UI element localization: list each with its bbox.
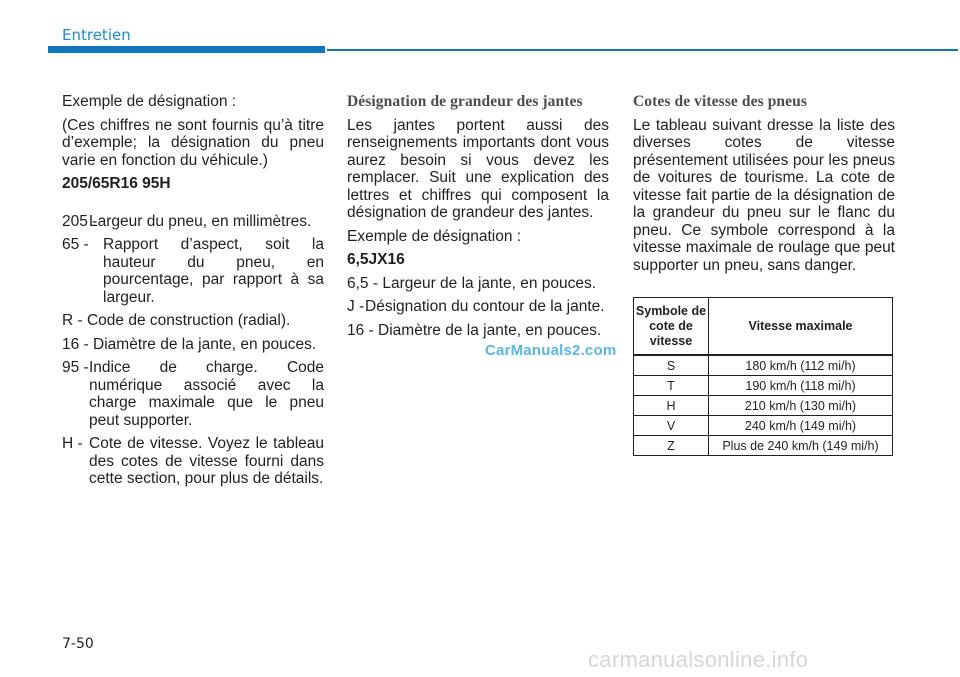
- table-row: [634, 355, 893, 376]
- table-cell: 180 km/h (112 mi/h): [709, 355, 893, 376]
- item-key: 65 -: [62, 236, 89, 253]
- table-cell: T: [634, 376, 709, 396]
- item-key: R -: [62, 312, 83, 329]
- table-row: [634, 376, 893, 396]
- item-key: 6,5 -: [347, 274, 379, 292]
- table-row: [634, 436, 893, 456]
- section-heading: Cotes de vitesse des pneus: [633, 93, 807, 110]
- table-header: Vitesse maximale: [709, 298, 893, 356]
- table-cell: H: [634, 396, 709, 416]
- column-rim-designation: [347, 93, 609, 345]
- rim-code: 6,5JX16: [347, 251, 405, 268]
- list-item: [347, 298, 609, 316]
- footer-watermark: carmanualsonline.info: [588, 647, 809, 672]
- list-item: [62, 435, 324, 488]
- page-number: 7-50: [62, 636, 94, 652]
- item-text: Indice de charge. Code numérique associé avec la charge maximale que le pneu peut supporter.: [89, 359, 324, 429]
- section-title: Entretien: [62, 26, 131, 44]
- item-text: Diamètre de la jante, en pouces.: [378, 321, 602, 339]
- table-cell: 190 km/h (118 mi/h): [709, 376, 893, 396]
- item-text: Code de construction (radial).: [86, 312, 291, 329]
- list-item: [62, 236, 324, 306]
- item-key: J -: [347, 298, 365, 315]
- column-speed-ratings: [633, 93, 895, 280]
- list-item: [62, 359, 324, 429]
- item-key: H -: [62, 435, 83, 452]
- example-label: Exemple de désignation :: [347, 227, 522, 245]
- table-cell: Z: [634, 436, 709, 456]
- column-tire-designation: [62, 93, 324, 494]
- speed-rating-table: [633, 297, 893, 456]
- body-text: Les jantes portent aussi des renseignements importants dont vous aurez besoin si vous devez les remplacer. Suit une explication des lettres et chiffres qui composent la désignation de grandeur des jantes.: [347, 116, 609, 221]
- table-cell: V: [634, 416, 709, 436]
- table-cell: S: [634, 355, 709, 376]
- table-cell: 210 km/h (130 mi/h): [709, 396, 893, 416]
- list-item: [347, 275, 609, 293]
- header-rule-thin: [327, 49, 958, 51]
- example-note: (Ces chiffres ne sont fournis qu’à titre d’exemple; la désignation du pneu varie en fonction du véhicule.): [62, 116, 324, 169]
- body-text: Le tableau suivant dresse la liste des diverses cotes de vitesse présentement utilisées pour les pneus de voitures de tourisme. La cote de vitesse fait partie de la désignation de la grandeur du pneu sur le flanc du pneu. Ce symbole correspond à la vitesse maximale de roulage que peut supporter un pneu, sans danger.: [633, 116, 895, 274]
- table-row: [634, 396, 893, 416]
- watermark-link[interactable]: CarManuals2.com: [485, 342, 617, 359]
- item-text: Désignation du contour de la jante.: [365, 298, 605, 315]
- table-header: Symbole de cote de vitesse: [634, 298, 709, 356]
- item-text: Largeur de la jante, en pouces.: [382, 274, 597, 292]
- list-item: [347, 322, 609, 340]
- item-key: 16 -: [347, 321, 374, 339]
- section-heading: Désignation de grandeur des jantes: [347, 93, 583, 110]
- item-key: 95 -: [62, 359, 89, 376]
- item-key: 205 -: [62, 212, 98, 230]
- item-text: Diamètre de la jante, en pouces.: [93, 335, 317, 353]
- list-item: [62, 213, 324, 231]
- list-item: [62, 312, 324, 330]
- tire-code: 205/65R16 95H: [62, 175, 171, 192]
- list-item: [62, 336, 324, 354]
- table-cell: Plus de 240 km/h (149 mi/h): [709, 436, 893, 456]
- header-rule-thick: [48, 46, 325, 53]
- table-row: [634, 416, 893, 436]
- item-text: Largeur du pneu, en millimètres.: [89, 212, 312, 230]
- example-label: Exemple de désignation :: [62, 93, 237, 110]
- table-cell: 240 km/h (149 mi/h): [709, 416, 893, 436]
- item-key: 16 -: [62, 335, 89, 353]
- item-text: Cote de vitesse. Voyez le tableau des cotes de vitesse fourni dans cette section, pour plus de détails.: [89, 435, 324, 487]
- item-text: Rapport d’aspect, soit la hauteur du pneu, en pourcentage, par rapport à sa largeur.: [103, 236, 324, 306]
